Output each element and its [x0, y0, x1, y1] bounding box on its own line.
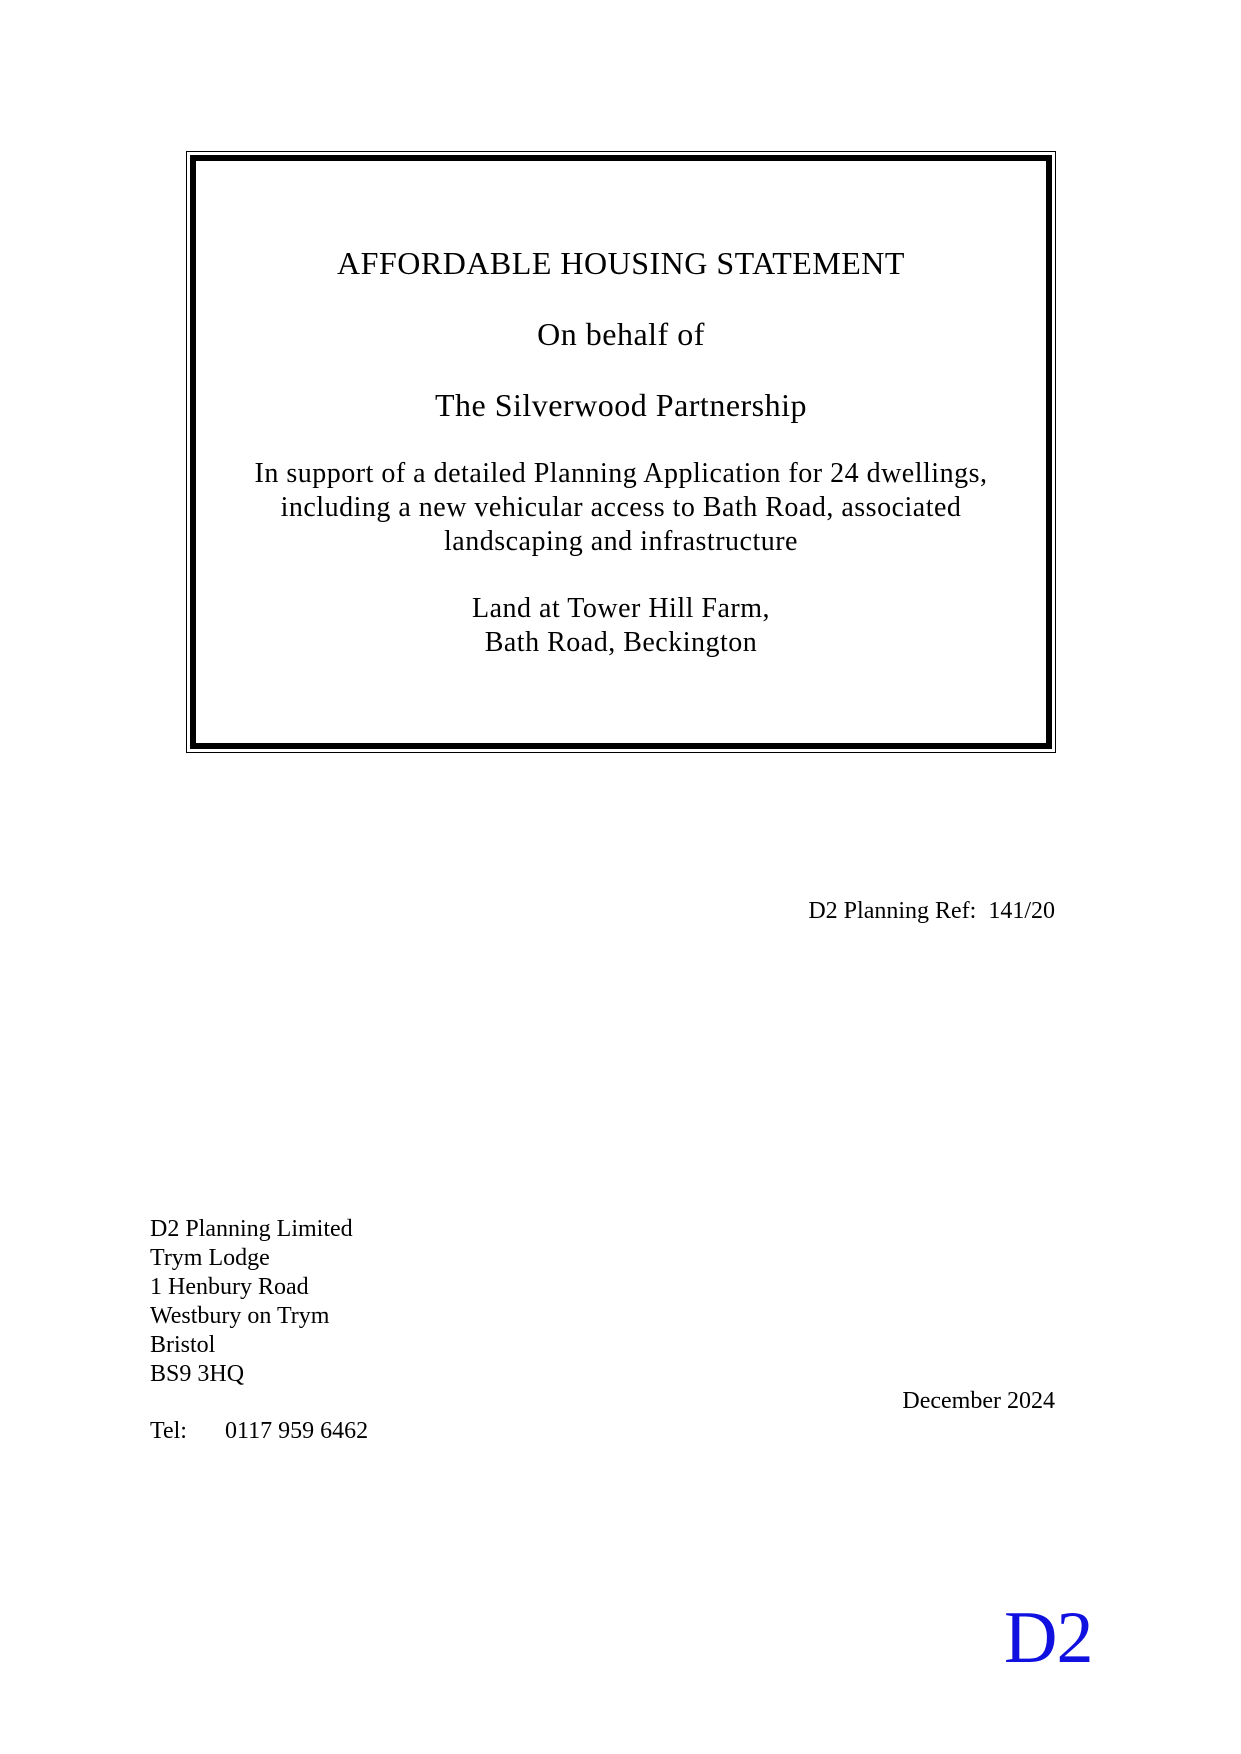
description-line: including a new vehicular access to Bath Road, associated	[280, 492, 962, 523]
telephone	[150, 1418, 368, 1445]
client-name: The Silverwood Partnership	[434, 387, 808, 423]
description-line: landscaping and infrastructure	[444, 526, 798, 557]
address-line: Trym Lodge	[150, 1245, 270, 1271]
address-line: BS9 3HQ	[150, 1361, 245, 1387]
telephone-label: Tel:	[150, 1418, 187, 1444]
address-line: 1 Henbury Road	[150, 1274, 309, 1300]
site-address	[196, 592, 1046, 660]
site-line: Bath Road, Beckington	[484, 627, 758, 658]
document-date: December 2024	[902, 1388, 1055, 1414]
address-line: Bristol	[150, 1332, 216, 1358]
address-line: D2 Planning Limited	[150, 1216, 353, 1242]
document-title: AFFORDABLE HOUSING STATEMENT	[337, 245, 905, 281]
application-description	[196, 457, 1046, 559]
planning-reference: D2 Planning Ref: 141/20	[808, 898, 1055, 924]
on-behalf-of: On behalf of	[537, 316, 705, 352]
company-address	[150, 1215, 353, 1389]
telephone-number: 0117 959 6462	[225, 1418, 369, 1444]
d2-logo: D2	[1004, 1597, 1093, 1679]
site-line: Land at Tower Hill Farm,	[471, 593, 770, 624]
title-box-inner	[190, 155, 1052, 749]
description-line: In support of a detailed Planning Application for 24 dwellings,	[254, 458, 988, 489]
address-line: Westbury on Trym	[150, 1303, 330, 1329]
title-box	[186, 151, 1056, 753]
